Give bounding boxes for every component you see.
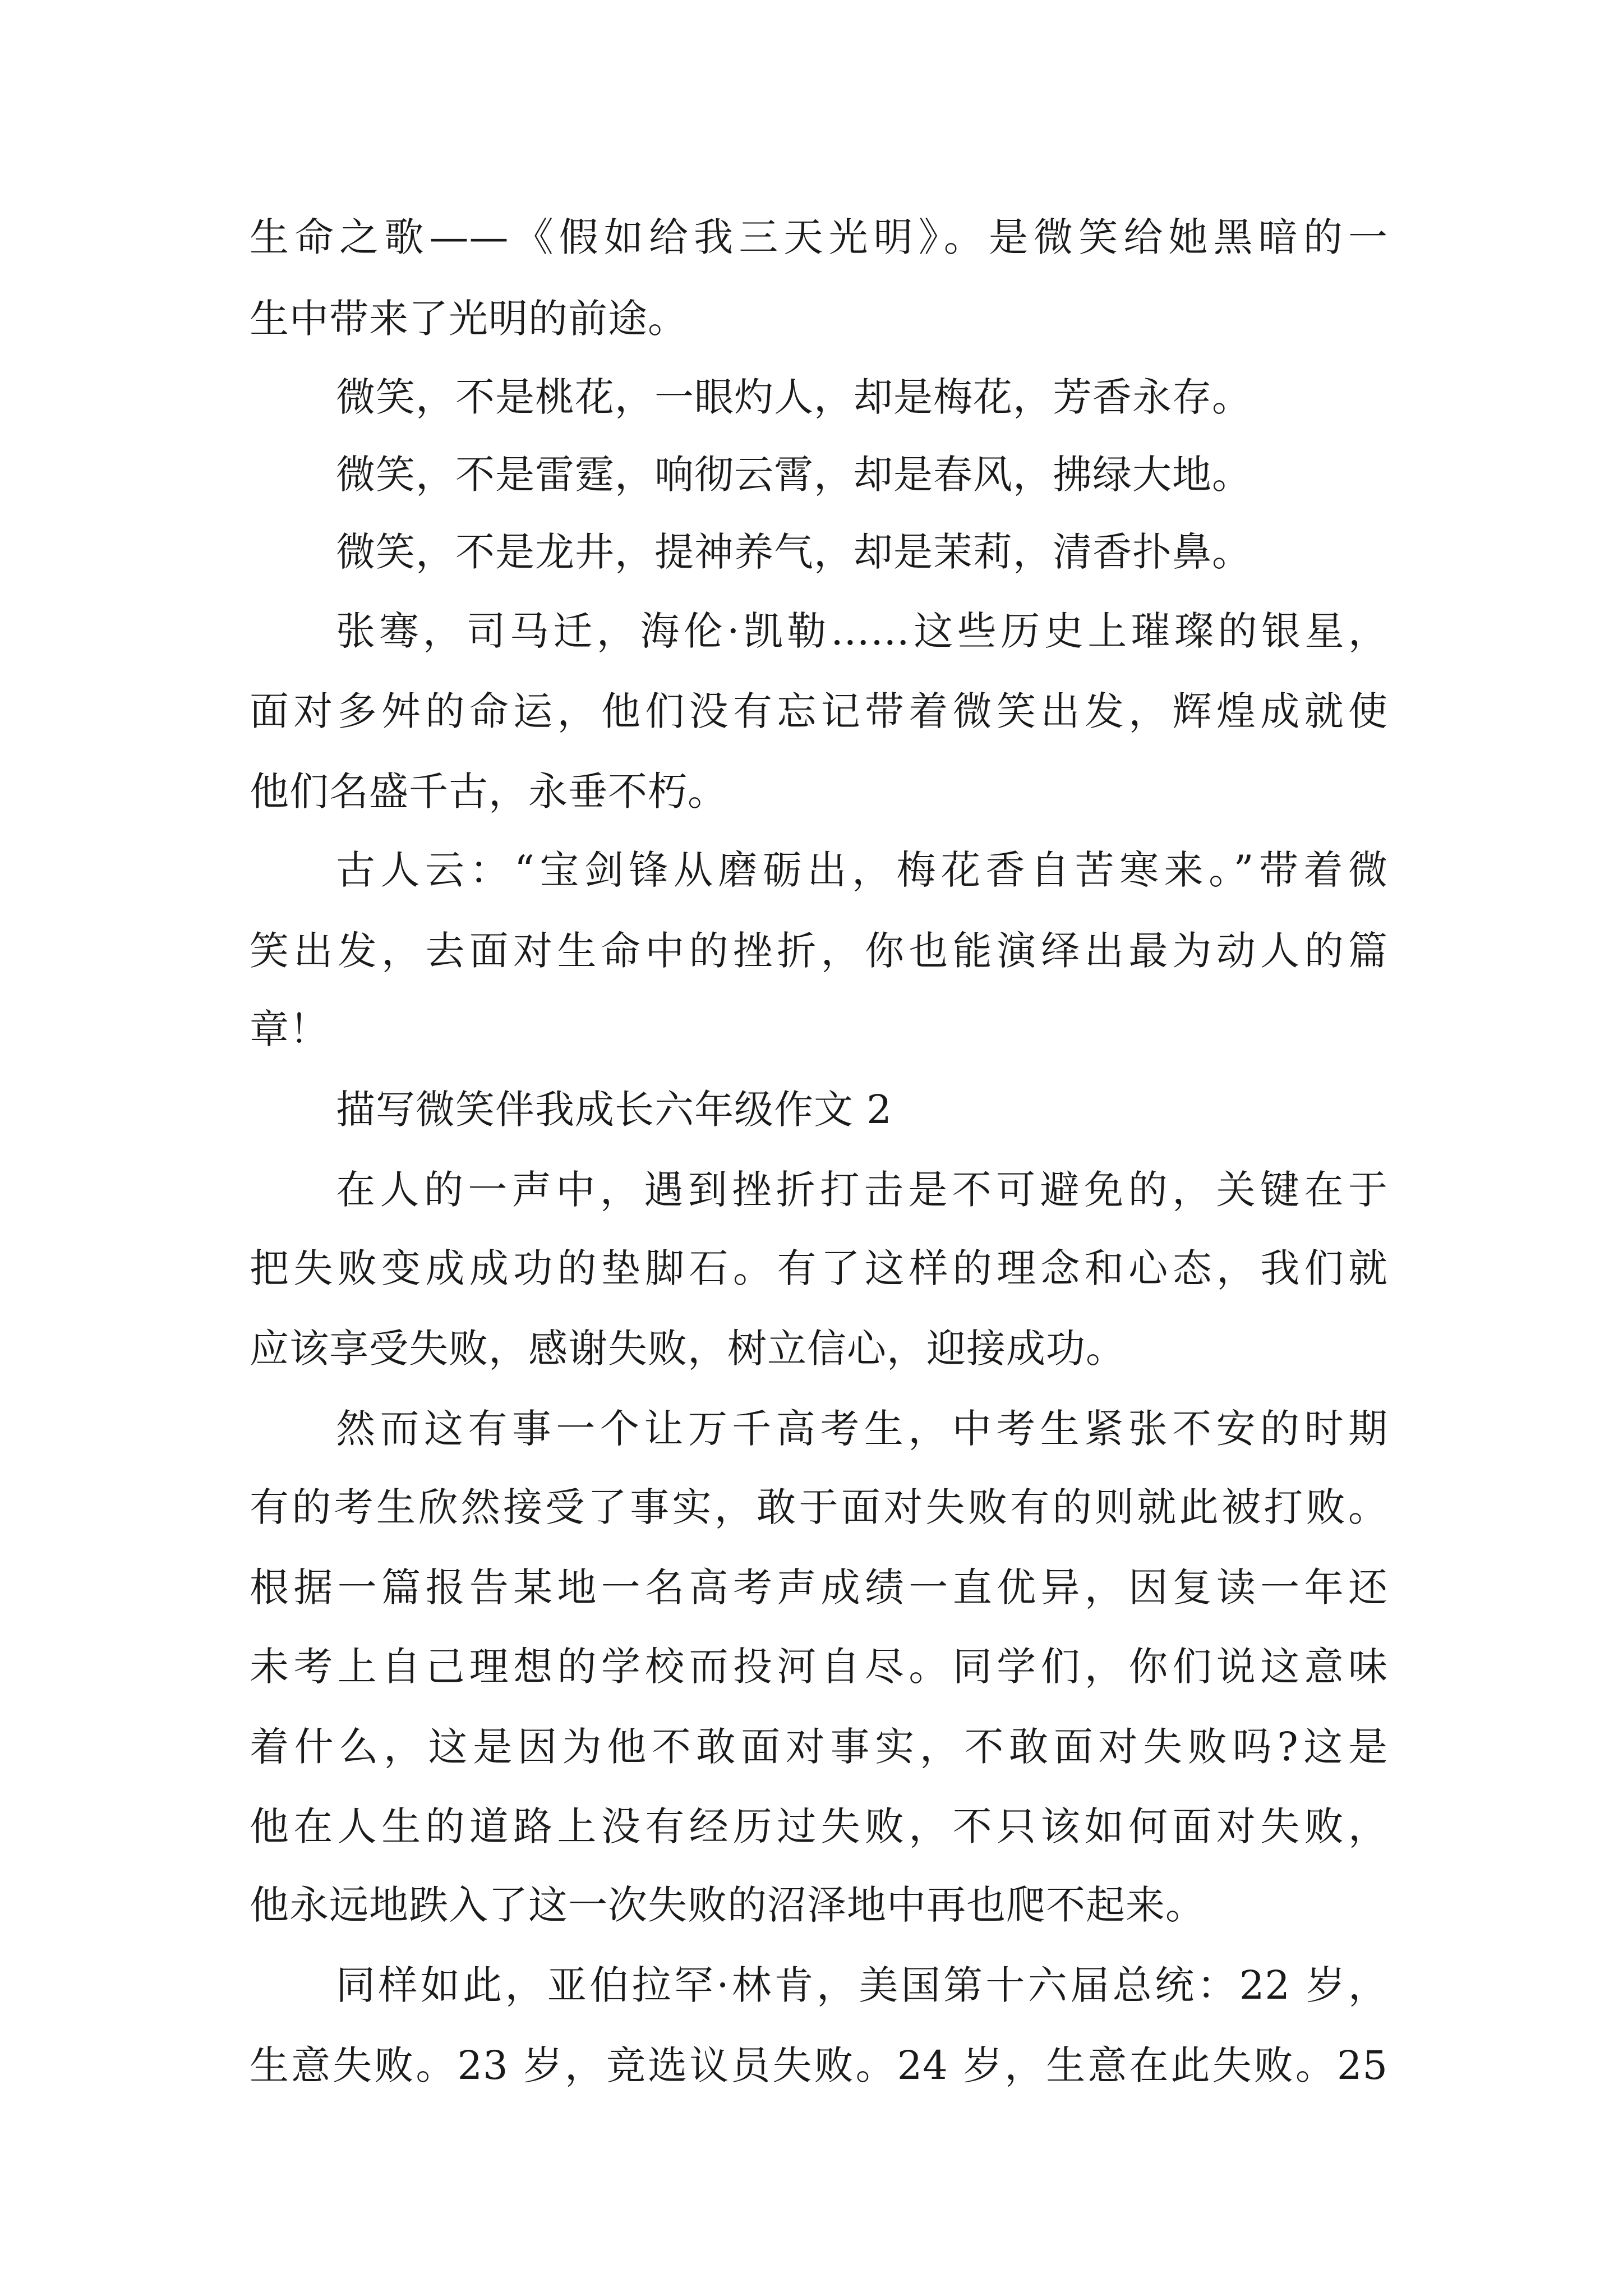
text-line: 把失败变成成功的垫脚石。有了这样的理念和心态，我们就 <box>250 1245 1388 1291</box>
text-line: 微笑，不是雷霆，响彻云霄，却是春风，拂绿大地。 <box>336 452 1252 498</box>
text-line: 根据一篇报告某地一名高考声成绩一直优异，因复读一年还 <box>250 1565 1388 1611</box>
text-line: 生中带来了光明的前途。 <box>250 296 688 342</box>
text-line: 微笑，不是桃花，一眼灼人，却是梅花，芳香永存。 <box>336 374 1252 420</box>
text-line: 笑出发，去面对生命中的挫折，你也能演绎出最为动人的篇 <box>250 928 1388 974</box>
text-line: 他永远地跌入了这一次失败的沼泽地中再也爬不起来。 <box>250 1882 1205 1928</box>
text-line: 生命之歌——《假如给我三天光明》。是微笑给她黑暗的一 <box>250 214 1388 260</box>
text-line: 着什么，这是因为他不敢面对事实，不敢面对失败吗?这是 <box>250 1724 1388 1770</box>
text-line: 在人的一声中，遇到挫折打击是不可避免的，关键在于 <box>336 1167 1388 1213</box>
text-line: 有的考生欣然接受了事实，敢于面对失败有的则就此被打败。 <box>250 1484 1388 1530</box>
text-line: 未考上自己理想的学校而投河自尽。同学们，你们说这意味 <box>250 1644 1388 1690</box>
text-line: 章！ <box>250 1006 329 1052</box>
text-line: 面对多舛的命运，他们没有忘记带着微笑出发，辉煌成就使 <box>250 688 1388 734</box>
text-line: 生意失败。23 岁，竞选议员失败。24 岁，生意在此失败。25 <box>250 2042 1388 2088</box>
text-line: 然而这有事一个让万千高考生，中考生紧张不安的时期 <box>336 1406 1388 1452</box>
text-line: 同样如此，亚伯拉罕·林肯，美国第十六届总统：22 岁， <box>336 1962 1388 2008</box>
text-line: 应该享受失败，感谢失败，树立信心，迎接成功。 <box>250 1326 1126 1372</box>
text-line: 他们名盛千古，永垂不朽。 <box>250 769 727 815</box>
text-line: 古人云：“宝剑锋从磨砺出，梅花香自苦寒来。”带着微 <box>336 847 1388 893</box>
text-line: 他在人生的道路上没有经历过失败，不只该如何面对失败， <box>250 1803 1388 1849</box>
text-line: 张骞，司马迁，海伦·凯勒……这些历史上璀璨的银星， <box>336 608 1388 654</box>
text-line: 微笑，不是龙井，提神养气，却是茉莉，清香扑鼻。 <box>336 529 1252 575</box>
section-heading: 描写微笑伴我成长六年级作文 2 <box>336 1087 892 1133</box>
